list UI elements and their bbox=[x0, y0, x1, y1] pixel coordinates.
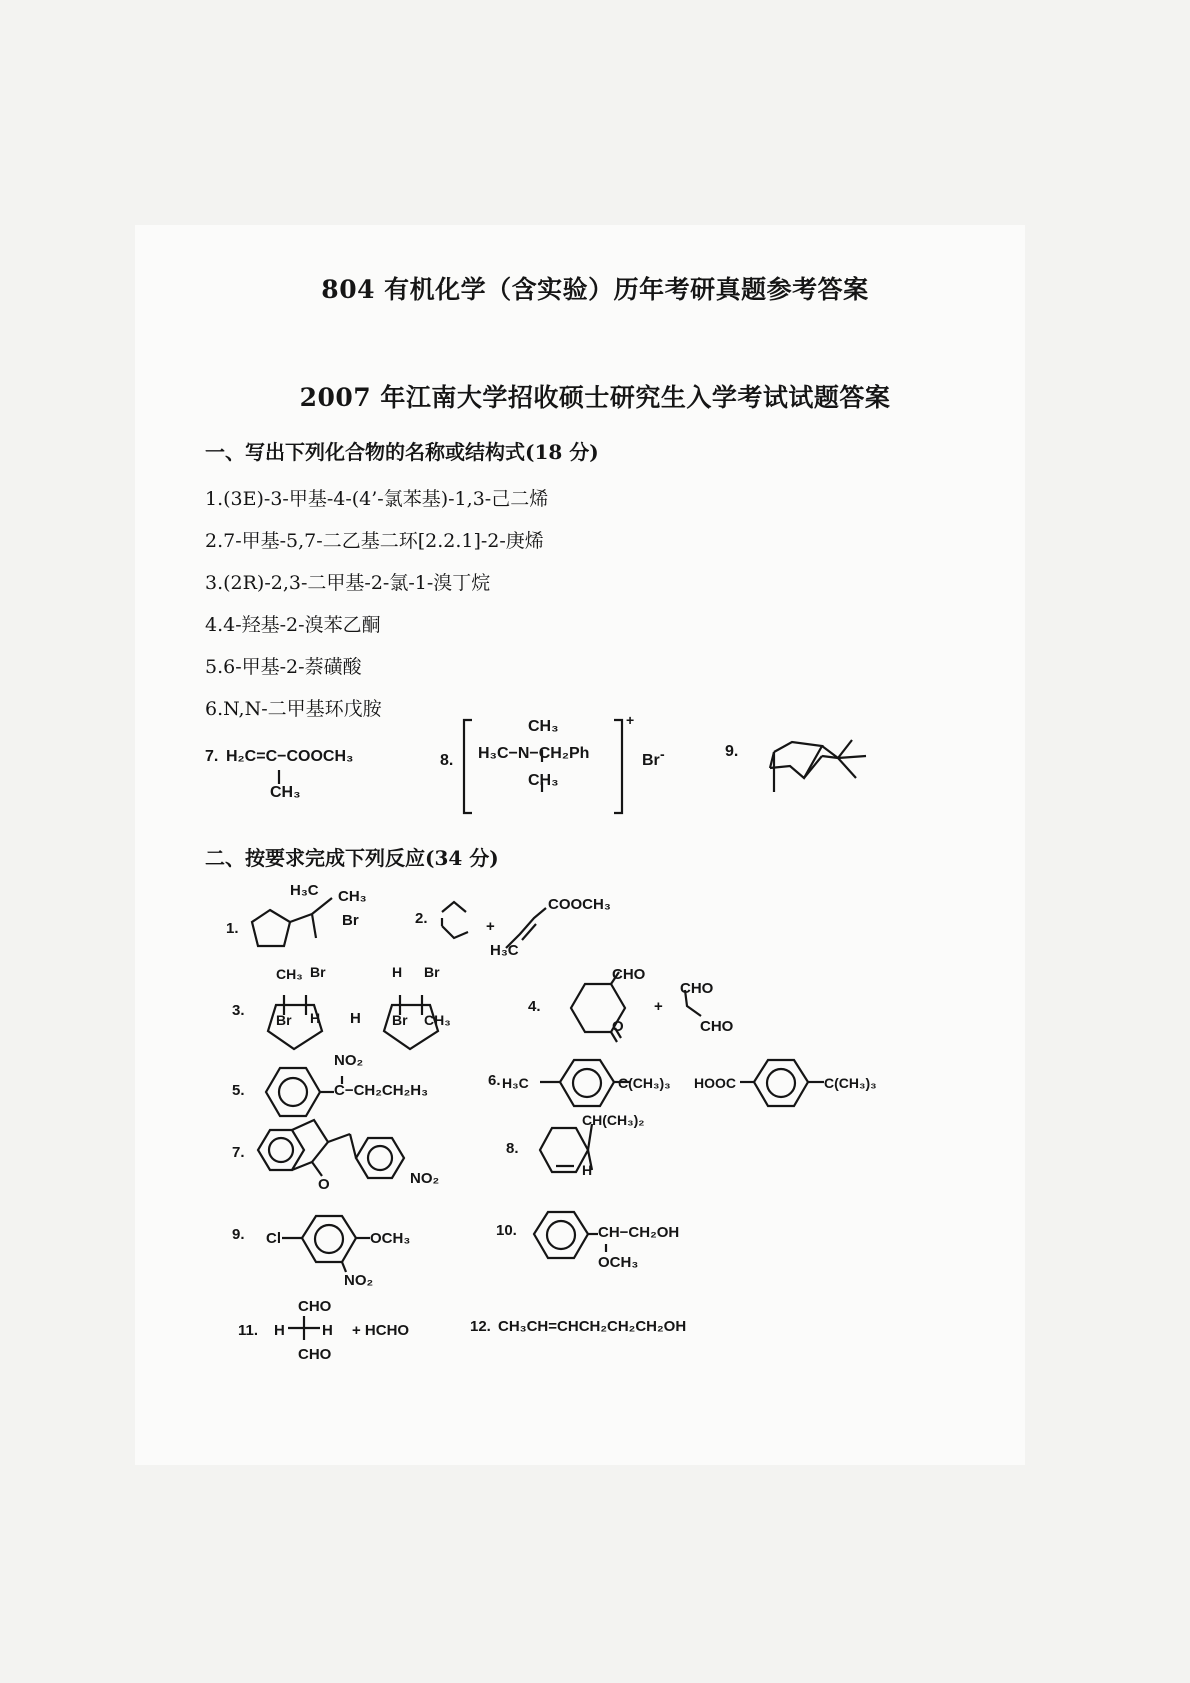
reaction-3-b-ch3: CH₃ bbox=[424, 1012, 451, 1028]
reaction-2-cooch3: COOCH₃ bbox=[548, 896, 611, 913]
reaction-4-cho-bottom: CHO bbox=[700, 1018, 734, 1035]
reaction-3-b-br-top: Br bbox=[424, 964, 440, 980]
reaction-1-ch3: CH₃ bbox=[338, 888, 367, 905]
reaction-8-cyclohexene bbox=[534, 1118, 614, 1198]
reaction-5-chain: C−CH₂CH₂H₃ bbox=[334, 1082, 429, 1099]
page-title: 804 有机化学（含实验）历年考研真题参考答案 bbox=[321, 275, 869, 304]
reaction-4-number: 4. bbox=[528, 998, 541, 1015]
reaction-3-a-ch3: CH₃ bbox=[276, 966, 303, 982]
item-7-methyl: CH₃ bbox=[270, 784, 301, 801]
reaction-8-isopropyl: CH(CH₃)₂ bbox=[582, 1112, 645, 1128]
reaction-10-och3: OCH₃ bbox=[598, 1254, 639, 1271]
reaction-3-a-br-top: Br bbox=[310, 964, 326, 980]
reaction-6-number: 6. bbox=[488, 1072, 501, 1089]
reaction-6-hooc: HOOC bbox=[694, 1075, 736, 1091]
item-8-charge: + bbox=[626, 712, 635, 728]
reaction-11-number: 11. bbox=[238, 1322, 259, 1339]
item-9-chair-cyclohexane bbox=[760, 730, 890, 800]
reaction-10-chain: CH−CH₂OH bbox=[598, 1224, 680, 1241]
item-8-number: 8. bbox=[440, 752, 454, 769]
reaction-6-h3c: H₃C bbox=[502, 1075, 529, 1091]
answer-item-6: 6.N,N-二甲基环戊胺 bbox=[205, 698, 382, 720]
reaction-7-number: 7. bbox=[232, 1144, 245, 1161]
reaction-3-b-h: H bbox=[392, 964, 403, 980]
reaction-8-number: 8. bbox=[506, 1140, 519, 1157]
reaction-11-cho-bottom: CHO bbox=[298, 1346, 332, 1363]
reaction-2-plus: + bbox=[486, 918, 495, 935]
reaction-4-cho-top: CHO bbox=[680, 980, 714, 997]
reaction-1-number: 1. bbox=[226, 920, 239, 937]
reaction-11-plus-hcho: + HCHO bbox=[352, 1322, 410, 1339]
reaction-9-cl: Cl bbox=[266, 1230, 281, 1247]
reaction-3-b-br-bottom: Br bbox=[392, 1012, 408, 1028]
reaction-4-cho: CHO bbox=[612, 966, 646, 983]
reaction-12-formula: CH₃CH=CHCH₂CH₂CH₂OH bbox=[498, 1318, 687, 1335]
reaction-9-number: 9. bbox=[232, 1226, 245, 1243]
item-9-number: 9. bbox=[725, 743, 739, 760]
answer-item-4: 4.4-羟基-2-溴苯乙酮 bbox=[205, 614, 381, 636]
section-2-heading: 二、按要求完成下列反应(34 分) bbox=[205, 846, 499, 870]
reaction-1-br: Br bbox=[342, 912, 359, 929]
reaction-11-h-right: H bbox=[322, 1322, 333, 1339]
reaction-4-plus: + bbox=[654, 998, 663, 1015]
reaction-9-och3: OCH₃ bbox=[370, 1230, 411, 1247]
answer-item-3: 3.(2R)-2,3-二甲基-2-氯-1-溴丁烷 bbox=[205, 572, 491, 594]
reaction-7-indanone bbox=[252, 1116, 452, 1206]
reaction-3-mid-h: H bbox=[350, 1010, 361, 1027]
item-8-bottom-methyl: CH₃ bbox=[528, 772, 559, 789]
reaction-3-a-br-bottom: Br bbox=[276, 1012, 292, 1028]
reaction-5-number: 5. bbox=[232, 1082, 245, 1099]
reaction-8-h: H bbox=[582, 1162, 593, 1178]
reaction-11-cho-top: CHO bbox=[298, 1298, 332, 1315]
answer-item-5: 5.6-甲基-2-萘磺酸 bbox=[205, 656, 362, 678]
item-7-formula: H₂C=C−COOCH₃ bbox=[226, 748, 354, 765]
reaction-9-no2: NO₂ bbox=[344, 1272, 374, 1289]
reaction-7-no2: NO₂ bbox=[410, 1170, 440, 1187]
reaction-2-number: 2. bbox=[415, 910, 428, 927]
reaction-3-number: 3. bbox=[232, 1002, 245, 1019]
reaction-6-tert-butyl-2: C(CH₃)₃ bbox=[824, 1075, 877, 1091]
reaction-3-a-h: H bbox=[310, 1010, 321, 1026]
item-8-bromide-charge: - bbox=[660, 746, 665, 762]
exam-subtitle: 2007 年江南大学招收硕士研究生入学考试试题答案 bbox=[299, 383, 891, 412]
reaction-5-no2: NO₂ bbox=[334, 1052, 364, 1069]
answer-item-2: 2.7-甲基-5,7-二乙基二环[2.2.1]-2-庚烯 bbox=[205, 530, 544, 552]
item-7-number: 7. bbox=[205, 748, 219, 765]
reaction-2-h3c: H₃C bbox=[490, 942, 519, 959]
reaction-1-h3c: H₃C bbox=[290, 882, 319, 899]
reaction-12-number: 12. bbox=[470, 1318, 491, 1335]
answer-item-1: 1.(3E)-3-甲基-4-(4’-氯苯基)-1,3-己二烯 bbox=[205, 488, 549, 510]
reaction-7-ketone-o: O bbox=[318, 1176, 330, 1193]
section-1-heading: 一、写出下列化合物的名称或结构式(18 分) bbox=[205, 440, 599, 464]
reaction-4-oxo: O bbox=[612, 1018, 624, 1035]
item-8-bromide: Br bbox=[642, 752, 660, 769]
reaction-10-number: 10. bbox=[496, 1222, 517, 1239]
reaction-6-tert-butyl: C(CH₃)₃ bbox=[618, 1075, 671, 1091]
reaction-11-h-left: H bbox=[274, 1322, 285, 1339]
item-8-ammonium: H₃C−N−CH₂Ph bbox=[478, 745, 590, 762]
item-8-top-methyl: CH₃ bbox=[528, 718, 559, 735]
reaction-11-fischer-cross bbox=[286, 1316, 326, 1350]
